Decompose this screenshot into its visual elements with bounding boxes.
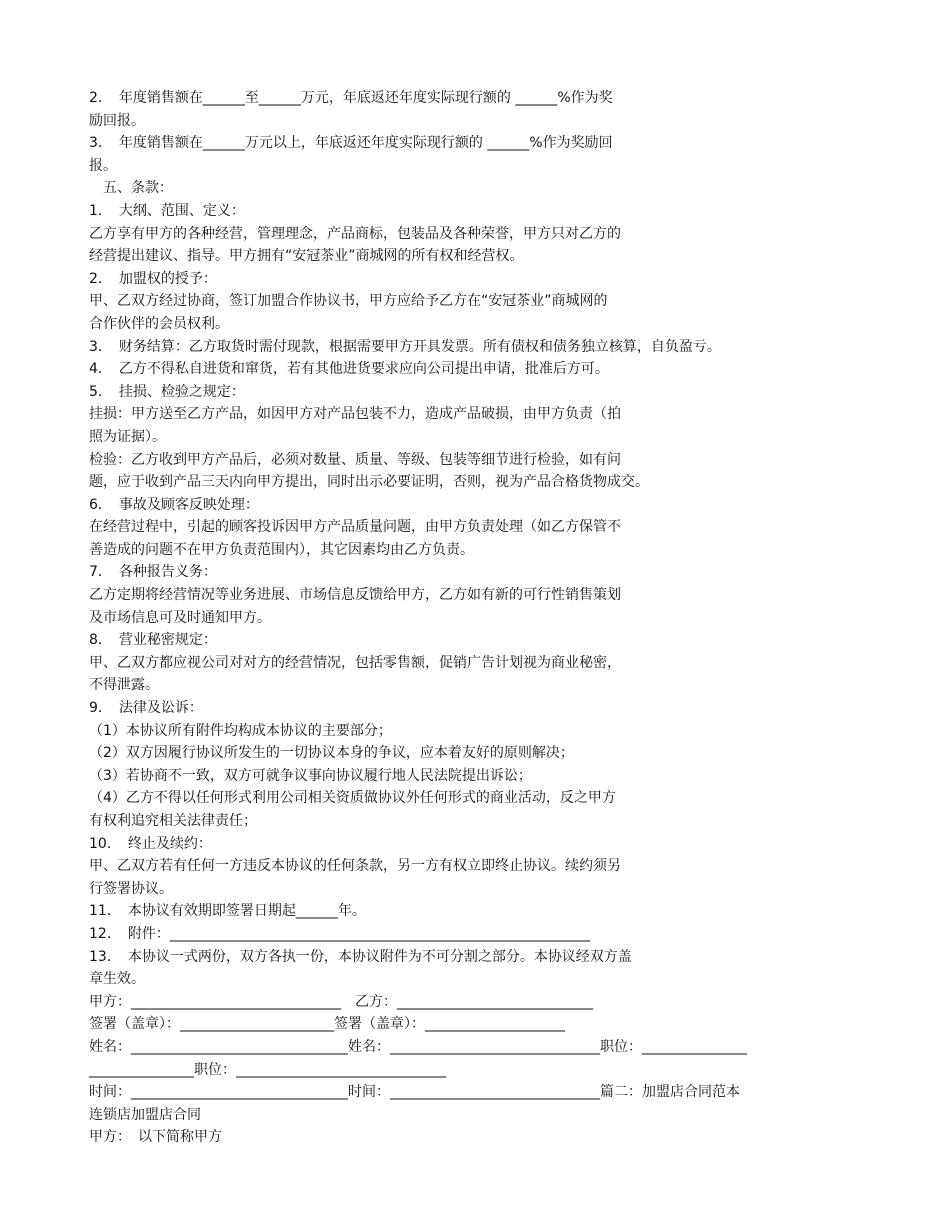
text-line-10: 甲、乙双方经过协商，签订加盟合作协议书，甲方应给予乙方在“安冠茶业”商城网的	[89, 293, 608, 310]
text-line-39: 13． 本协议一式两份，双方各执一份，本协议附件为不可分割之部分。本协议经双方盖	[89, 948, 632, 965]
text-line-16: 照为证据）。	[89, 428, 166, 445]
text-line-21: 善造成的问题不在甲方负责范围内），其它因素均由乙方负责。	[89, 541, 474, 558]
section-heading-clauses: 五、条款：	[89, 180, 173, 197]
text-line-13: 4． 乙方不得私自进货和窜货，若有其他进货要求应向公司提出申请，批准后方可。	[89, 361, 609, 378]
text-line-28: 9． 法律及讼诉：	[89, 700, 203, 717]
text-line-9: 2． 加盟权的授予：	[89, 270, 217, 287]
text-line-40: 章生效。	[89, 971, 145, 988]
text-line-22: 7． 各种报告义务：	[89, 564, 217, 581]
signature-date-line: 时间：_______________________________时间：______________________________篇二：加盟店合同范本	[89, 1084, 740, 1101]
text-line-35: 甲、乙双方若有任何一方违反本协议的任何条款，另一方有权立即终止协议。续约须另	[89, 858, 621, 875]
text-line-32: （4）乙方不得以任何形式利用公司相关资质做协议外任何形式的商业活动，反之甲方	[89, 790, 616, 807]
text-line-6: 1． 大纲、范围、定义：	[89, 202, 245, 219]
text-line-30: （2）双方因履行协议所发生的一切协议本身的争议，应本着友好的原则解决；	[89, 745, 574, 762]
text-line-25: 8． 营业秘密规定：	[89, 632, 217, 649]
text-line-3: 3． 年度销售额在______万元以上，年底返还年度实际现行额的 ______%作为奖励回	[89, 135, 613, 152]
text-line-18: 题，应于收到产品三天内向甲方提出，同时出示必要证明，否则，视为产品合格货物成交。	[89, 474, 649, 491]
text-line-31: （3）若协商不一致，双方可就争议事向协议履行地人民法院提出诉讼；	[89, 767, 532, 784]
text-line-1: 2． 年度销售额在______至______万元，年底返还年度实际现行额的 ______%作为奖	[89, 90, 613, 106]
text-line-15: 挂损：甲方送至乙方产品，如因甲方对产品包装不力，造成产品破损，由甲方负责（拍	[89, 406, 621, 423]
next-contract-title: 连锁店加盟店合同	[89, 1106, 201, 1123]
text-line-33: 有权利追究相关法律责任；	[89, 813, 257, 829]
text-line-27: 不得泄露。	[89, 677, 159, 694]
signature-seal-line: 签署（盖章）：______________________签署（盖章）：____________________	[89, 1016, 565, 1033]
text-line-34: 10． 终止及续约：	[89, 835, 212, 852]
text-line-20: 在经营过程中，引起的顾客投诉因甲方产品质量问题，由甲方负责处理（如乙方保管不	[89, 519, 621, 536]
text-line-17: 检验：乙方收到甲方产品后，必须对数量、质量、等级、包装等细节进行检验，如有问	[89, 451, 621, 468]
text-line-37: 11． 本协议有效期即签署日期起______年。	[89, 903, 366, 920]
text-line-4: 报。	[89, 157, 117, 174]
text-line-24: 及市场信息可及时通知甲方。	[89, 609, 271, 626]
signature-position-line: _______________职位：______________________________	[89, 1061, 446, 1078]
text-line-29: （1）本协议所有附件均构成本协议的主要部分；	[89, 722, 392, 739]
text-line-11: 合作伙伴的会员权利。	[89, 315, 229, 332]
text-line-23: 乙方定期将经营情况等业务进展、市场信息反馈给甲方，乙方如有新的可行性销售策划	[89, 587, 621, 604]
signature-name-line: 姓名：_______________________________姓名：______________________________职位：_______________	[89, 1038, 747, 1055]
text-line-26: 甲、乙双方都应视公司对对方的经营情况，包括零售额，促销广告计划视为商业秘密，	[89, 654, 621, 671]
text-line-12: 3． 财务结算：乙方取货时需付现款，根据需要甲方开具发票。所有债权和债务独立核算，自负盈亏。	[89, 338, 721, 355]
text-line-14: 5． 挂损、检验之规定：	[89, 383, 245, 400]
signature-party-line: 甲方：______________________________ 乙方：____________________________	[89, 993, 593, 1010]
text-line-36: 行签署协议。	[89, 880, 173, 897]
text-line-7: 乙方享有甲方的各种经营，管理理念，产品商标，包装品及各种荣誉，甲方只对乙方的	[89, 225, 621, 242]
text-line-47: 甲方： 以下简称甲方	[89, 1129, 222, 1146]
text-line-8: 经营提出建议、指导。甲方拥有“安冠茶业”商城网的所有权和经营权。	[89, 248, 524, 265]
text-line-19: 6． 事故及顾客反映处理：	[89, 496, 259, 513]
text-line-38: 12． 附件：____________________________________________________________	[89, 925, 590, 942]
contract-text	[89, 87, 889, 1149]
text-line-2: 励回报。	[89, 112, 145, 129]
